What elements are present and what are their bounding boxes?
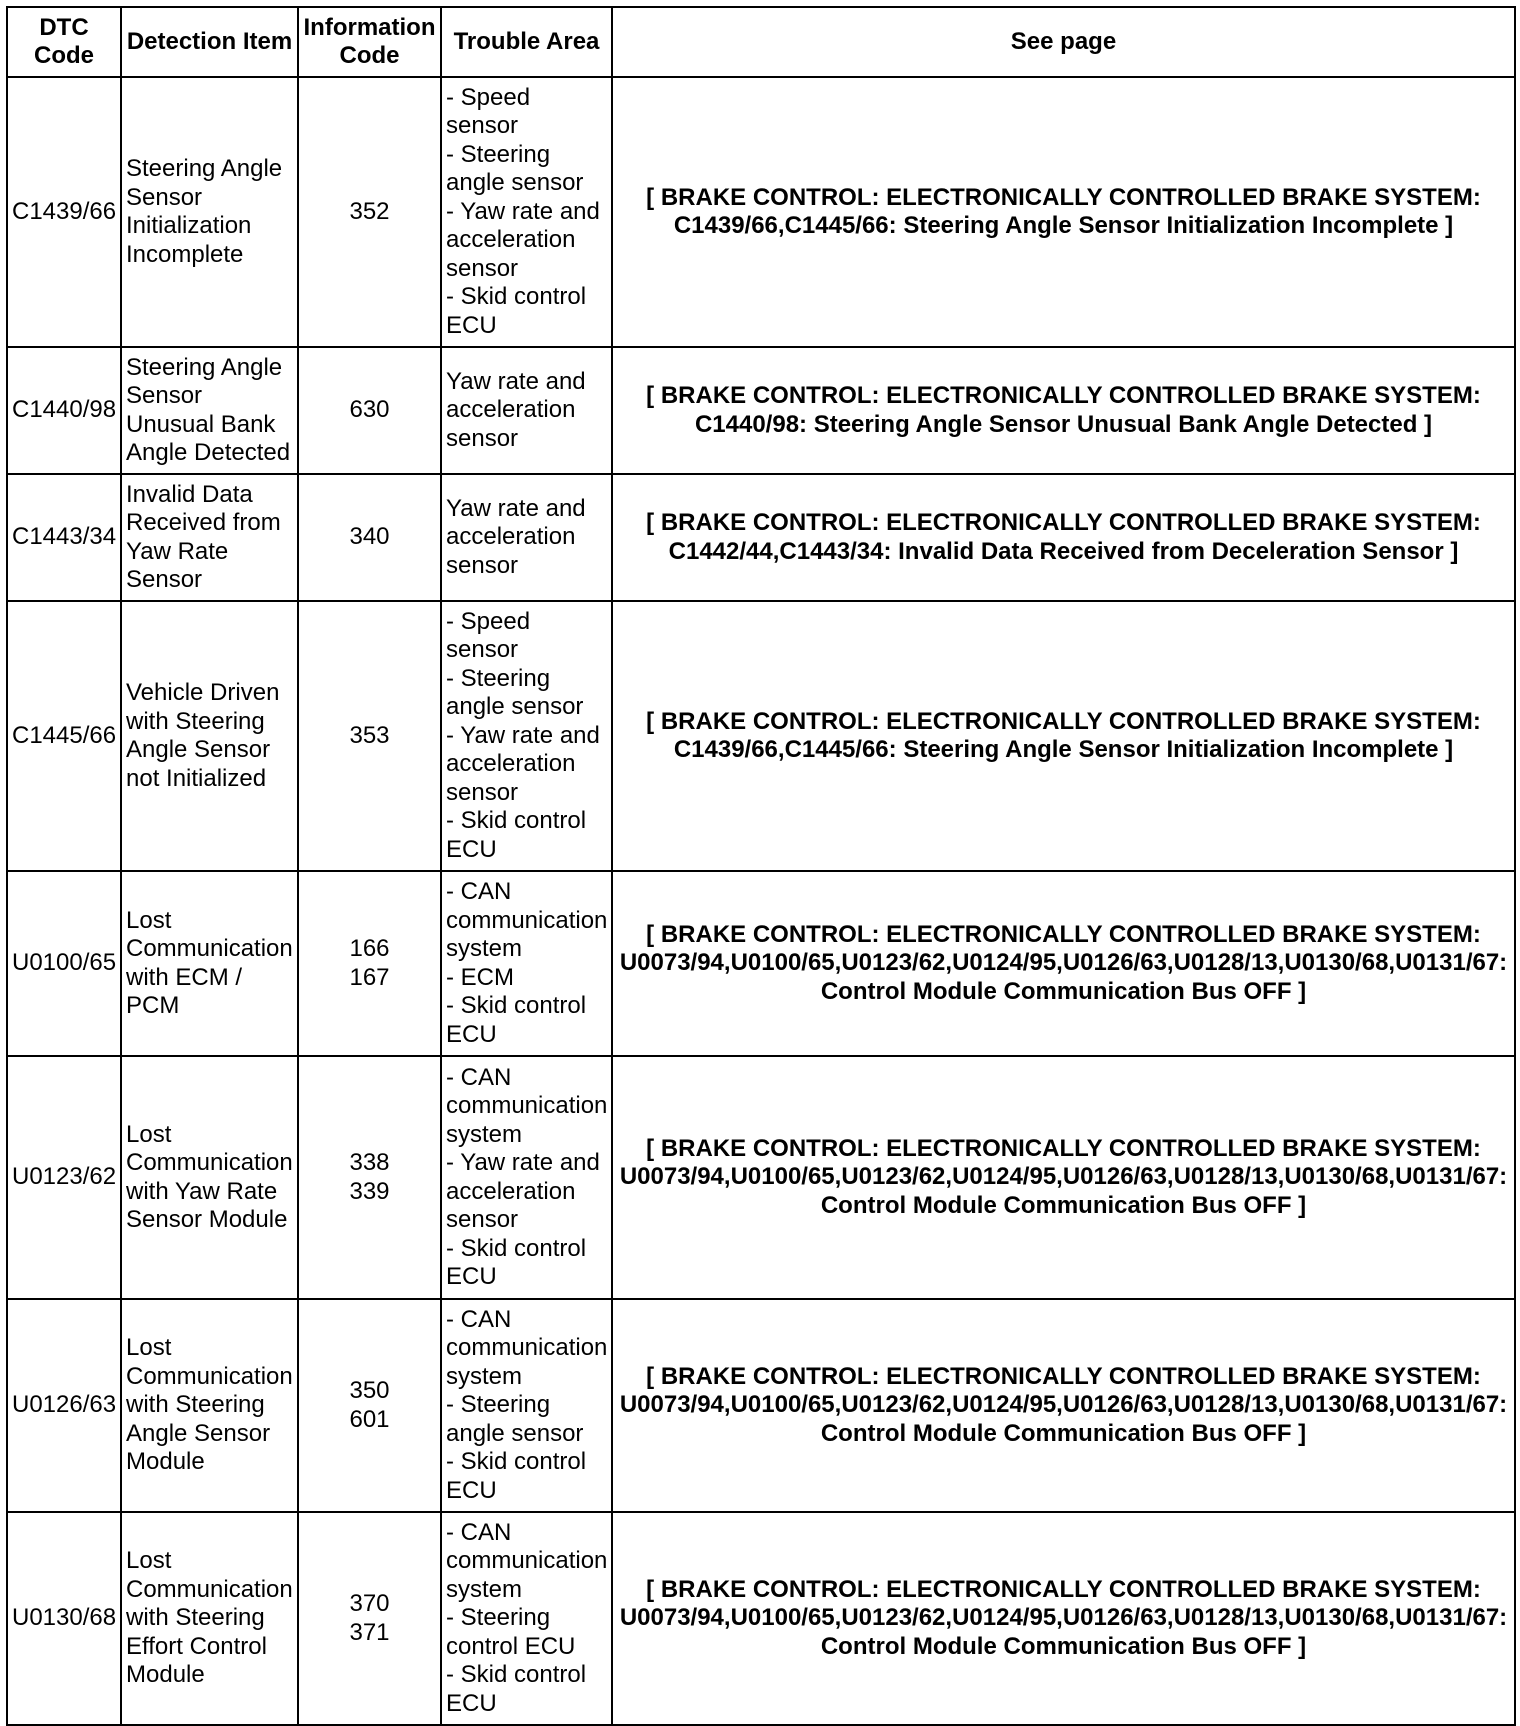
trouble-area-cell-line: - Yaw rate and <box>446 721 600 749</box>
trouble-area-cell-line: - Steering <box>446 664 551 692</box>
trouble-area-cell-line: - CAN <box>446 878 512 905</box>
see-page-link-line: C1440/98: Steering Angle Sensor Unusual Bank Angle Detected ] <box>694 410 1433 438</box>
trouble-area-cell-line: Yaw rate and <box>446 494 586 522</box>
see-page-link-line: C1439/66,C1445/66: Steering Angle Sensor Initialization Incomplete ] <box>673 212 1454 239</box>
trouble-area-cell-line: communication <box>446 1092 608 1119</box>
see-page-link-line: U0073/94,U0100/65,U0123/62,U0124/95,U0126/63,U0128/13,U0130/68,U0131/67: <box>619 1391 1508 1419</box>
information-code-cell <box>298 1299 441 1512</box>
detection-item-cell-line: Lost <box>126 1547 172 1575</box>
trouble-area-cell-line: - Steering <box>446 1604 551 1632</box>
dtc-code-cell-line: C1445/66 <box>12 721 117 749</box>
detection-item-cell-line: Lost <box>126 1120 172 1148</box>
detection-item-cell-line: Incomplete <box>126 240 244 268</box>
detection-item-cell-line: Lost <box>126 906 172 934</box>
detection-item-cell-line: Angle Detected <box>126 439 291 466</box>
trouble-area-cell-line: - CAN <box>446 1305 512 1333</box>
trouble-area-cell-line: ECU <box>446 1263 497 1290</box>
see-page-link[interactable] <box>612 347 1515 474</box>
trouble-area-cell <box>441 77 612 347</box>
see-page-link-line: [ BRAKE CONTROL: ELECTRONICALLY CONTROLLED BRAKE SYSTEM: <box>646 707 1481 735</box>
detection-item-cell-line: not Initialized <box>126 764 267 792</box>
trouble-area-cell-line: - Skid control <box>446 1234 587 1262</box>
detection-item-cell-line: Sensor <box>126 183 203 211</box>
see-page-link-line: Control Module Communication Bus OFF ] <box>820 977 1307 1005</box>
see-page-link-line: Control Module Communication Bus OFF ] <box>820 1632 1307 1660</box>
table-row <box>7 1299 1515 1512</box>
dtc-code-cell-line: U0123/62 <box>12 1163 117 1191</box>
dtc-code-cell <box>7 347 121 474</box>
see-page-link-line: [ BRAKE CONTROL: ELECTRONICALLY CONTROLLED BRAKE SYSTEM: <box>646 920 1481 948</box>
detection-item-cell <box>121 871 298 1056</box>
trouble-area-cell-line: - Skid control <box>446 807 587 835</box>
dtc-code-cell-line: U0100/65 <box>12 949 117 977</box>
detection-item-cell-line: Module <box>126 1661 205 1689</box>
table-row <box>7 1512 1515 1725</box>
trouble-area-cell-line: communication <box>446 1334 608 1362</box>
information-code-cell-line: 353 <box>349 721 390 749</box>
see-page-link-line: Control Module Communication Bus OFF ] <box>820 1191 1307 1219</box>
see-page-link-line: U0073/94,U0100/65,U0123/62,U0124/95,U0126/63,U0128/13,U0130/68,U0131/67: <box>619 1163 1508 1191</box>
detection-item-cell-line: Communication <box>126 1575 293 1603</box>
trouble-area-cell <box>441 474 612 601</box>
trouble-area-cell-line: - Yaw rate and <box>446 197 600 225</box>
detection-item-cell-line: Angle Sensor <box>126 1419 271 1447</box>
information-code-cell-line: 601 <box>349 1405 390 1433</box>
detection-item-cell-line: Sensor <box>126 382 203 409</box>
trouble-area-cell-line: ECU <box>446 1689 497 1717</box>
information-code-cell <box>298 1056 441 1299</box>
trouble-area-cell <box>441 1512 612 1725</box>
dtc-code-cell <box>7 1299 121 1512</box>
detection-item-cell-line: with Steering <box>126 1391 265 1419</box>
trouble-area-cell-line: sensor <box>446 551 519 579</box>
detection-item-cell-line: Module <box>126 1448 205 1476</box>
information-code-cell-line: 352 <box>349 197 390 225</box>
trouble-area-cell-line: system <box>446 1362 523 1390</box>
information-code-cell <box>298 601 441 871</box>
information-code-cell-line: 630 <box>349 396 390 424</box>
dtc-code-cell <box>7 1056 121 1299</box>
detection-item-cell-line: Communication <box>126 1362 293 1390</box>
detection-item-cell-line: with Steering <box>126 707 265 735</box>
see-page-link[interactable] <box>612 1512 1515 1725</box>
detection-item-cell-line: Angle Sensor <box>126 736 271 763</box>
see-page-link[interactable] <box>612 1056 1515 1299</box>
trouble-area-cell <box>441 347 612 474</box>
trouble-area-cell-line: ECU <box>446 1476 497 1504</box>
detection-item-cell <box>121 1512 298 1725</box>
trouble-area-cell-line: system <box>446 1575 523 1603</box>
table-row <box>7 601 1515 871</box>
detection-item-cell <box>121 1056 298 1299</box>
information-code-cell <box>298 347 441 474</box>
trouble-area-cell-line: sensor <box>446 1206 519 1233</box>
table-body <box>7 77 1515 1725</box>
detection-item-cell <box>121 474 298 601</box>
detection-item-cell-line: Sensor Module <box>126 1206 288 1233</box>
detection-item-cell-line: Unusual Bank <box>126 410 276 438</box>
see-page-link-line: [ BRAKE CONTROL: ELECTRONICALLY CONTROLLED BRAKE SYSTEM: <box>646 183 1481 211</box>
dtc-code-cell <box>7 871 121 1056</box>
detection-item-cell <box>121 77 298 347</box>
trouble-area-cell-line: - Steering <box>446 1391 551 1419</box>
detection-item-cell-line: Steering Angle <box>126 353 283 381</box>
trouble-area-cell-line: acceleration <box>446 1177 576 1205</box>
detection-item-cell-line: Effort Control <box>126 1632 267 1660</box>
trouble-area-cell-line: control ECU <box>446 1632 576 1660</box>
trouble-area-cell <box>441 1056 612 1299</box>
information-code-cell-line: 371 <box>349 1618 390 1646</box>
see-page-link-line: [ BRAKE CONTROL: ELECTRONICALLY CONTROLLED BRAKE SYSTEM: <box>646 509 1481 536</box>
trouble-area-cell-line: angle sensor <box>446 169 584 197</box>
information-code-cell-line: 167 <box>349 963 390 991</box>
detection-item-cell <box>121 347 298 474</box>
dtc-code-cell <box>7 601 121 871</box>
see-page-link-line: [ BRAKE CONTROL: ELECTRONICALLY CONTROLLED BRAKE SYSTEM: <box>646 1134 1481 1162</box>
trouble-area-cell-line: sensor <box>446 254 519 282</box>
trouble-area-cell-line: - ECM <box>446 963 514 991</box>
see-page-link-line: [ BRAKE CONTROL: ELECTRONICALLY CONTROLLED BRAKE SYSTEM: <box>646 1362 1481 1390</box>
detection-item-cell-line: Sensor <box>126 566 203 593</box>
trouble-area-cell-line: ECU <box>446 835 497 863</box>
see-page-link[interactable] <box>612 474 1515 601</box>
trouble-area-cell-line: acceleration <box>446 396 576 424</box>
trouble-area-cell-line: acceleration <box>446 750 576 778</box>
trouble-area-cell <box>441 871 612 1056</box>
trouble-area-cell-line: angle sensor <box>446 1419 584 1447</box>
header-row <box>7 7 1515 77</box>
trouble-area-cell-line: - CAN <box>446 1518 512 1546</box>
dtc-code-cell-line: C1443/34 <box>12 523 117 551</box>
detection-item-cell <box>121 1299 298 1512</box>
trouble-area-cell-line: Yaw rate and <box>446 367 586 395</box>
detection-item-cell <box>121 601 298 871</box>
detection-item-cell-line: Received from <box>126 509 281 536</box>
see-page-link-line: U0073/94,U0100/65,U0123/62,U0124/95,U0126/63,U0128/13,U0130/68,U0131/67: <box>619 1604 1508 1632</box>
dtc-code-cell-line: U0130/68 <box>12 1604 117 1632</box>
table-row <box>7 871 1515 1056</box>
detection-item-cell-line: with ECM / <box>126 963 243 991</box>
trouble-area-cell-line: system <box>446 935 523 962</box>
dtc-table <box>6 6 1516 1726</box>
table-row <box>7 77 1515 347</box>
header-see-page: See page <box>612 7 1515 77</box>
information-code-cell-line: 338 <box>349 1149 390 1176</box>
see-page-link[interactable] <box>612 1299 1515 1512</box>
detection-item-cell-line: Vehicle Driven <box>126 679 280 706</box>
table-row <box>7 474 1515 601</box>
header-dtc-code: DTC Code <box>7 7 121 77</box>
information-code-cell-line: 339 <box>349 1177 390 1205</box>
trouble-area-cell-line: - Skid control <box>446 992 587 1019</box>
information-code-cell <box>298 1512 441 1725</box>
trouble-area-cell-line: sensor <box>446 112 519 140</box>
trouble-area-cell-line: ECU <box>446 311 497 339</box>
detection-item-cell-line: Communication <box>126 935 293 962</box>
trouble-area-cell-line: - Steering <box>446 140 551 168</box>
see-page-link[interactable] <box>612 77 1515 347</box>
header-detection-item: Detection Item <box>121 7 298 77</box>
information-code-cell <box>298 871 441 1056</box>
see-page-link-line: [ BRAKE CONTROL: ELECTRONICALLY CONTROLLED BRAKE SYSTEM: <box>646 1575 1481 1603</box>
dtc-code-cell <box>7 77 121 347</box>
trouble-area-cell-line: sensor <box>446 424 519 452</box>
trouble-area-cell-line: communication <box>446 906 608 934</box>
detection-item-cell-line: Yaw Rate <box>126 537 229 565</box>
see-page-link[interactable] <box>612 601 1515 871</box>
header-information-code: Information Code <box>298 7 441 77</box>
information-code-cell-line: 166 <box>349 935 390 962</box>
see-page-link-line: [ BRAKE CONTROL: ELECTRONICALLY CONTROLLED BRAKE SYSTEM: <box>646 382 1481 409</box>
detection-item-cell-line: PCM <box>126 992 180 1019</box>
trouble-area-cell-line: system <box>446 1120 523 1148</box>
trouble-area-cell-line: acceleration <box>446 226 576 254</box>
detection-item-cell-line: Initialization <box>126 212 252 239</box>
see-page-link-line: U0073/94,U0100/65,U0123/62,U0124/95,U0126/63,U0128/13,U0130/68,U0131/67: <box>619 949 1508 977</box>
trouble-area-cell-line: sensor <box>446 636 519 664</box>
dtc-code-cell <box>7 474 121 601</box>
trouble-area-cell-line: angle sensor <box>446 693 584 721</box>
trouble-area-cell-line: - CAN <box>446 1063 512 1091</box>
trouble-area-cell-line: - Skid control <box>446 1448 587 1476</box>
trouble-area-cell-line: ECU <box>446 1020 497 1048</box>
trouble-area-cell-line: communication <box>446 1547 608 1575</box>
see-page-link-line: C1439/66,C1445/66: Steering Angle Sensor Initialization Incomplete ] <box>673 736 1454 763</box>
dtc-code-cell-line: U0126/63 <box>12 1391 117 1419</box>
trouble-area-cell-line: - Speed <box>446 83 531 111</box>
information-code-cell-line: 340 <box>349 523 390 551</box>
information-code-cell <box>298 77 441 347</box>
see-page-link-line: C1442/44,C1443/34: Invalid Data Received from Deceleration Sensor ] <box>668 537 1459 565</box>
see-page-link[interactable] <box>612 871 1515 1056</box>
detection-item-cell-line: Steering Angle <box>126 155 283 182</box>
detection-item-cell-line: with Steering <box>126 1604 265 1632</box>
dtc-code-cell-line: C1440/98 <box>12 396 117 424</box>
information-code-cell-line: 350 <box>349 1377 390 1404</box>
detection-item-cell-line: with Yaw Rate <box>126 1177 278 1205</box>
table-row <box>7 347 1515 474</box>
dtc-code-cell-line: C1439/66 <box>12 197 117 225</box>
trouble-area-cell-line: - Speed <box>446 607 531 635</box>
detection-item-cell-line: Invalid Data <box>126 480 253 508</box>
trouble-area-cell-line: acceleration <box>446 523 576 551</box>
trouble-area-cell-line: - Skid control <box>446 283 587 311</box>
see-page-link-line: Control Module Communication Bus OFF ] <box>820 1419 1307 1447</box>
trouble-area-cell-line: - Skid control <box>446 1661 587 1689</box>
header-trouble-area: Trouble Area <box>441 7 612 77</box>
information-code-cell-line: 370 <box>349 1590 390 1617</box>
trouble-area-cell-line: - Yaw rate and <box>446 1149 600 1176</box>
detection-item-cell-line: Communication <box>126 1149 293 1176</box>
table-row <box>7 1056 1515 1299</box>
trouble-area-cell-line: sensor <box>446 778 519 806</box>
information-code-cell <box>298 474 441 601</box>
trouble-area-cell <box>441 601 612 871</box>
dtc-code-cell <box>7 1512 121 1725</box>
trouble-area-cell <box>441 1299 612 1512</box>
detection-item-cell-line: Lost <box>126 1334 172 1362</box>
